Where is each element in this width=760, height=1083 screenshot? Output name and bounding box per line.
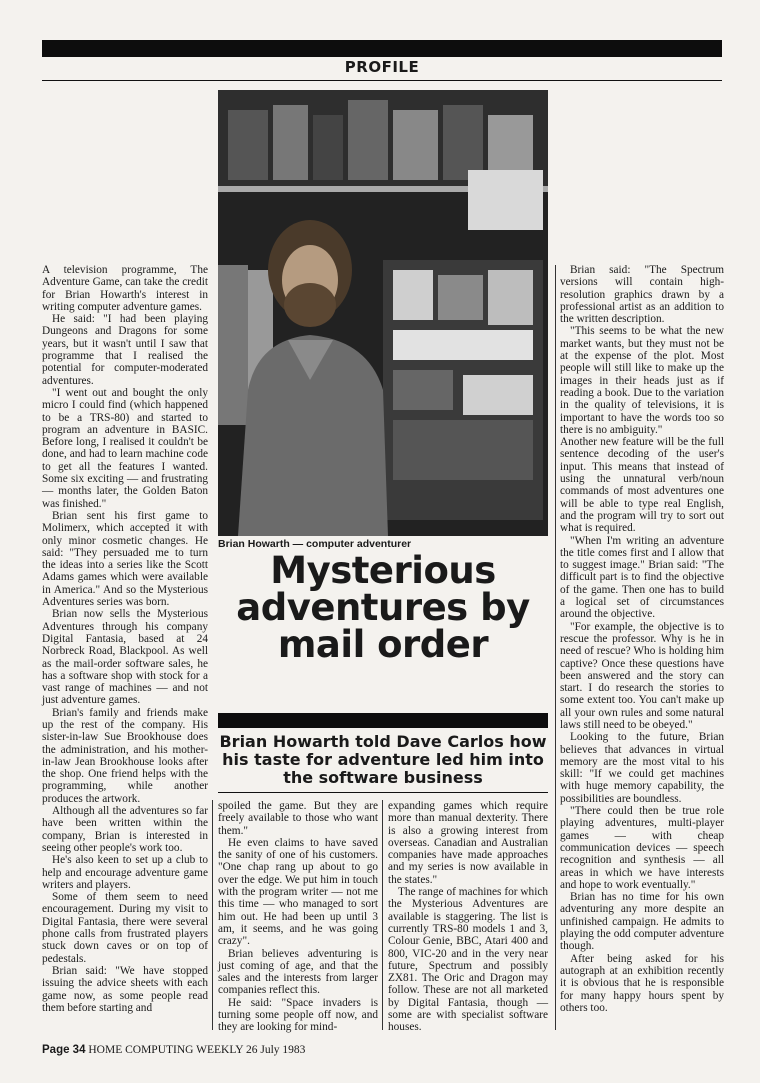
photo-caption: Brian Howarth — computer adventurer — [218, 538, 412, 550]
page-number: Page 34 — [42, 1044, 86, 1056]
column-2 — [218, 800, 378, 1034]
paragraph: "For example, the objective is to rescue the professor. Why is he in need of rescue? Who is holding him captive? Once these questions have been answered and the story can start. I do research the stories to some extent too. You can't make up all your own rules and some natural laws still need to be obeyed." — [560, 620, 724, 731]
paragraph: He said: "I had been playing Dungeons and Dragons for some years, but it wasn't until I saw that programme that I realised the potential for computer-moderated adventures. — [42, 313, 208, 387]
column-divider — [382, 800, 383, 1030]
paragraph: Another new feature will be the full sentence decoding of the user's input. This means that instead of using the unnatural verb/noun commands of most adventures one will be able to type real English, and the program will try to sort out what is required. — [560, 436, 724, 535]
paragraph: Brian said: "We have stopped issuing the advice sheets with each game now, as some people read them before starting and — [42, 964, 208, 1014]
paragraph: Brian sent his first game to Molimerx, which accepted it with only minor cosmetic changes. He said: "They persuaded me to turn the ideas into a series like the Scott Adams games which were available in America." And so the Mysterious Adventures series was born. — [42, 509, 208, 609]
paragraph: Although all the adventures so far have been written within the company, Brian is interested in seeing other people's work too. — [42, 805, 208, 854]
paragraph: "I went out and bought the only micro I could find (which happened to be a TRS-80) and started to program an adventure in BASIC. Before long, I realised it couldn't be done, and had to learn machine code to get all the features I wanted. Some six exciting — and frustrating — months later, the Golden Baton was finished." — [42, 386, 208, 510]
paragraph: expanding games which require more than manual dexterity. There is also a growing interest from overseas. Canadian and Australian companies have made approaches and my series is now available in the states." — [388, 800, 548, 886]
paragraph: Brian has no time for his own adventuring any more despite an unfinished campaign. He admits to playing the odd computer adventure though. — [560, 891, 724, 953]
section-label: PROFILE — [344, 58, 420, 76]
paragraph: Brian said: "The Spectrum versions will contain high-resolution graphics drawn by a professional artist as an addition to the written description. — [560, 264, 724, 326]
standfirst: Brian Howarth told Dave Carlos how his taste for adventure led him into the software business — [219, 732, 547, 787]
paragraph: After being asked for his autograph at an exhibition recently it is obvious that he is responsible for many happy hours spent by others too. — [560, 952, 724, 1014]
shop-photo-illustration — [218, 90, 548, 536]
paragraph: The range of machines for which the Mysterious Adventures are available is staggering. The list is currently TRS-80 models 1 and 3, Colour Genie, BBC, Atari 400 and 800, VIC-20 and in the very near future, Spectrum and possibly ZX81. The Oric and Dragon may follow. These are not all marketed by Digital Fantasia, though — some are with specialist software houses. — [388, 886, 548, 1034]
paragraph: Some of them seem to need encouragement. During my visit to Digital Fantasia, there were several phone calls from frustrated players stuck down caves or on top of pedestals. — [42, 891, 208, 965]
column-1 — [42, 264, 208, 1014]
page-footer — [42, 1044, 305, 1056]
headline: Mysterious adventures by mail order — [236, 549, 530, 666]
paragraph: spoiled the game. But they are freely available to those who want them." — [218, 800, 378, 837]
column-4 — [560, 264, 724, 1014]
paragraph: Brian believes adventuring is just coming of age, and that the sales and the interests from larger companies reflect this. — [218, 947, 378, 997]
paragraph: Brian's family and friends make up the rest of the company. His sister-in-law Sue Brookhouse does the administration, and his mother-in-law Jean Brookhouse looks after the shop. One friend helps with the programming, while another produces the artwork. — [42, 706, 208, 805]
column-3 — [388, 800, 548, 1034]
paragraph: "When I'm writing an adventure the title comes first and I allow that to suggest image." Brian said: "The difficult part is to find the objective of the game. Then one has to build a logical set of circumstances around the objective. — [560, 534, 724, 621]
paragraph: Brian now sells the Mysterious Adventures through his company Digital Fantasia, based at 24 Norbreck Road, Blackpool. As well as the mail-order software sales, he has a software shop with stock for a vast range of machines — and not just adventure games. — [42, 608, 208, 707]
paragraph: He's also keen to set up a club to help and encourage adventure game writers and players. — [42, 854, 208, 891]
paragraph: "This seems to be what the new market wants, but they must not be at the expense of the plot. Most people will still like to make up the images in their heads just as if reading a book. Due to the variation in the quality of televisions, it is important to have the words too so there is no ambiguity." — [560, 325, 724, 436]
paragraph: He said: "Space invaders is turning some people off now, and they are looking for mind- — [218, 996, 378, 1034]
publication-line: HOME COMPUTING WEEKLY 26 July 1983 — [88, 1044, 306, 1056]
header-rule — [42, 80, 722, 81]
column-divider — [555, 265, 556, 1030]
paragraph: Looking to the future, Brian believes that advances in virtual memory are the most vital to his skill: "If we could get machines with huge memory capability, the possibilities are boundless. — [560, 731, 724, 805]
column-divider — [212, 800, 213, 1030]
standfirst-rule — [218, 792, 548, 793]
masthead-bar — [42, 40, 722, 57]
photo-brian-howarth — [218, 90, 548, 536]
paragraph: "There could then be true role playing adventures, multi-player games — with cheap communication devices — speech recognition and synthesis — all areas in which we have interests and hope to work eventually." — [560, 805, 724, 891]
paragraph: He even claims to have saved the sanity of one of his customers. "One chap rang up about to go over the edge. We put him in touch with the program writer — not me this time — who managed to sort him out. He had been up until 3 am, it seems, and he was going crazy". — [218, 836, 378, 948]
headline-bar — [218, 713, 548, 728]
paragraph: A television programme, The Adventure Game, can take the credit for Brian Howarth's interest in writing computer adventure games. — [42, 264, 208, 313]
